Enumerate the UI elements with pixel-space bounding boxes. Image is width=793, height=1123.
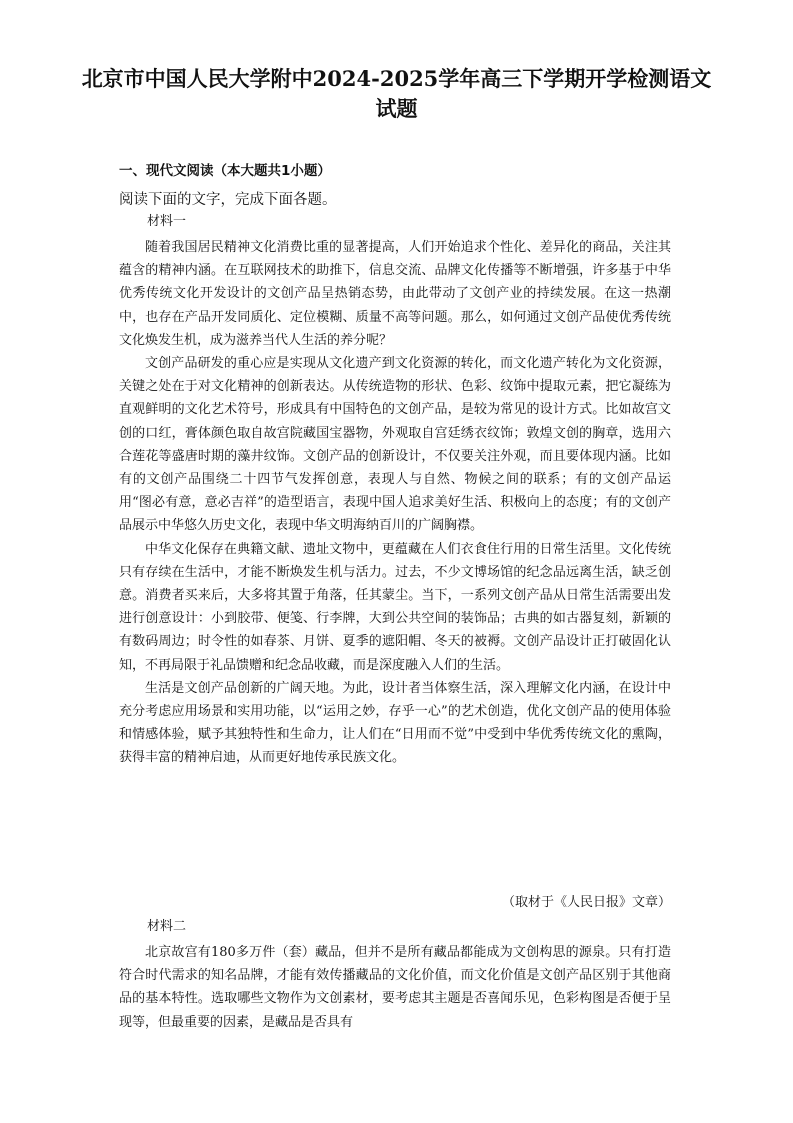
material-2-label: 材料二 [147,919,187,934]
reading-instruction: 阅读下面的文字，完成下面各题。 [119,192,337,208]
material-2-body [119,941,671,1034]
material-2-paragraph-1: 北京故宫有180多万件（套）藏品，但并不是所有藏品都能成为文创构思的源泉。只有打造符合时代需求的知名品牌，才能有效传播藏品的文化价值，而文化价值是文创产品区别于其他商品的基本特性。选取哪些文物作为文创素材，要考虑其主题是否喜闻乐见，色彩构图是否便于呈现等，但最重要的因素，是藏品是否具有 [119,945,671,1030]
material-1-label: 材料一 [147,214,187,229]
material-1-body [119,236,671,770]
material-1-paragraph-3: 中华文化保存在典籍文献、遗址文物中，更蕴藏在人们衣食住行用的日常生活里。文化传统只有存续在生活中，才能不断焕发生机与活力。过去，不少文博场馆的纪念品远离生活，缺乏创意。消费者买来后，大多将其置于角落，任其蒙尘。当下，一系列文创产品从日常生活需要出发进行创意设计：小到胶带、便笺、行李牌，大到公共空间的装饰品；古典的如古器复刻，新颖的有数码周边；时令性的如春茶、月饼、夏季的遮阳帽、冬天的被褥。文创产品设计正打破固化认知，不再局限于礼品馈赠和纪念品收藏，而是深度融入人们的生活。 [119,541,671,673]
section-heading: 一、现代文阅读（本大题共1小题） [119,163,331,179]
material-1-source: （取材于《人民日报》文章） [501,895,671,910]
material-1-paragraph-2: 文创产品研发的重心应是实现从文化遗产到文化资源的转化，而文化遗产转化为文化资源，关键之处在于对文化精神的创新表达。从传统造物的形状、色彩、纹饰中提取元素，把它凝练为直观鲜明的文化艺术符号，形成具有中国特色的文创产品，是较为常见的设计方式。比如故宫文创的口红，膏体颜色取自故宫院藏国宝器物，外观取自宫廷绣衣纹饰；敦煌文创的胸章，选用六合莲花等盛唐时期的藻井纹饰。文创产品的创新设计，不仅要关注外观，而且要体现内涵。比如有的文创产品围绕二十四节气发挥创意，表现人与自然、物候之间的联系；有的文创产品运用“图必有意，意必吉祥”的造型语言，表现中国人追求美好生活、积极向上的态度；有的文创产品展示中华悠久历史文化，表现中华文明海纳百川的广阔胸襟。 [119,356,671,534]
material-1-paragraph-4: 生活是文创产品创新的广阔天地。为此，设计者当体察生活，深入理解文化内涵，在设计中充分考虑应用场景和实用功能，以“运用之妙，存乎一心”的艺术创造，优化文创产品的使用体验和情感体验，赋予其独特性和生命力，让人们在“日用而不觉”中受到中华优秀传统文化的熏陶，获得丰富的精神启迪，从而更好地传承民族文化。 [119,680,671,766]
material-1-paragraph-1: 随着我国居民精神文化消费比重的显著提高，人们开始追求个性化、差异化的商品，关注其蕴含的精神内涵。在互联网技术的助推下，信息交流、品牌文化传播等不断增强，许多基于中华优秀传统文化开发设计的文创产品呈热销态势，由此带动了文创产业的持续发展。在这一热潮中，也存在产品开发同质化、定位模糊、质量不高等问题。那么，如何通过文创产品使优秀传统文化焕发生机，成为滋养当代人生活的养分呢？ [119,240,671,348]
document-title: 北京市中国人民大学附中2024-2025学年高三下学期开学检测语文试题 [81,66,712,121]
